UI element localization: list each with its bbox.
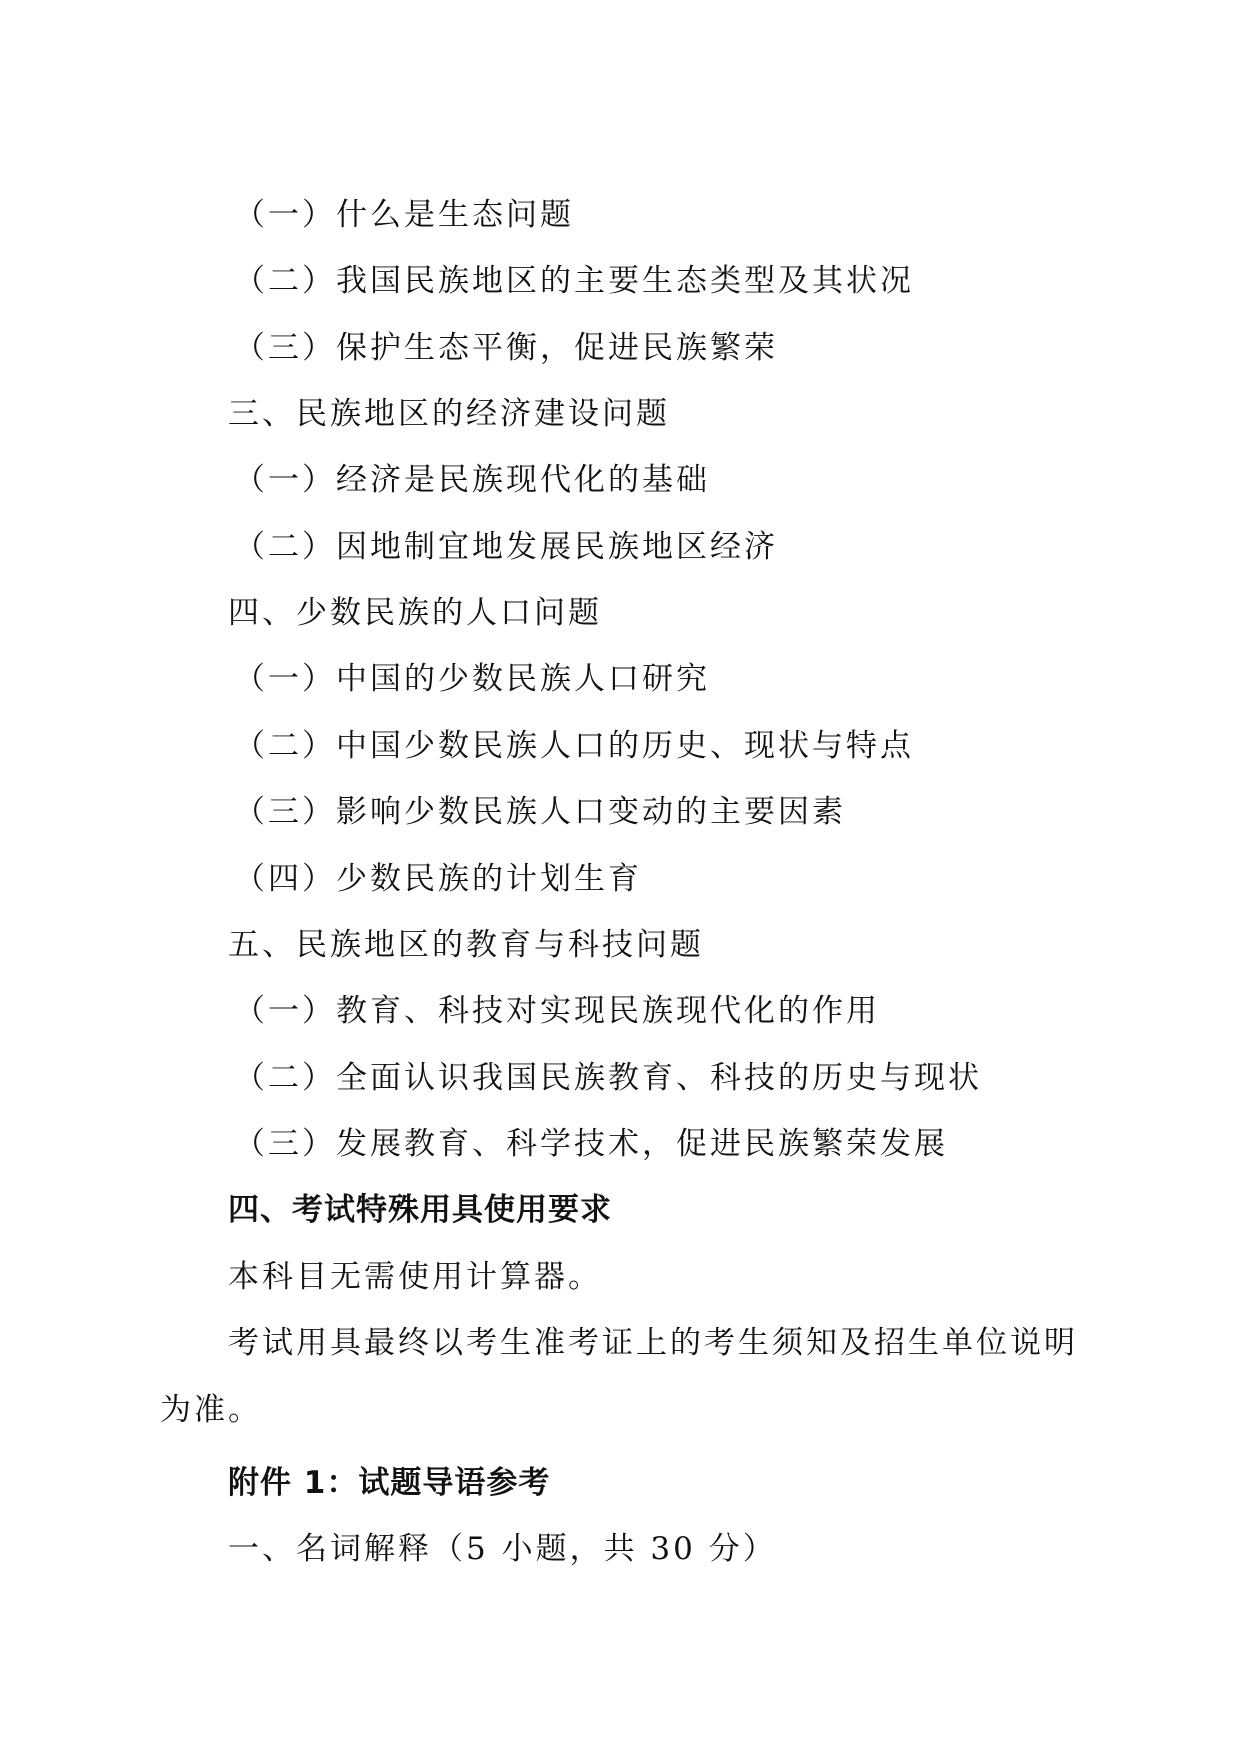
outline-item: （一）教育、科技对实现民族现代化的作用 bbox=[234, 993, 880, 1029]
outline-item: （二）因地制宜地发展民族地区经济 bbox=[234, 529, 778, 565]
outline-item: （一）中国的少数民族人口研究 bbox=[234, 661, 710, 697]
section-heading: 四、少数民族的人口问题 bbox=[228, 595, 602, 631]
section-heading: 五、民族地区的教育与科技问题 bbox=[228, 927, 704, 963]
outline-item: （三）影响少数民族人口变动的主要因素 bbox=[234, 794, 846, 830]
special-tools-heading: 四、考试特殊用具使用要求 bbox=[228, 1192, 612, 1228]
appendix-heading: 附件 1：试题导语参考 bbox=[228, 1465, 551, 1501]
final-note-line-1: 考试用具最终以考生准考证上的考生须知及招生单位说明 bbox=[228, 1325, 1078, 1361]
outline-item: （一）经济是民族现代化的基础 bbox=[234, 462, 710, 498]
outline-item: （二）中国少数民族人口的历史、现状与特点 bbox=[234, 728, 914, 764]
outline-item: （一）什么是生态问题 bbox=[234, 197, 574, 233]
outline-item: （三）保护生态平衡，促进民族繁荣 bbox=[234, 330, 778, 366]
outline-item: （三）发展教育、科学技术，促进民族繁荣发展 bbox=[234, 1126, 948, 1162]
outline-item: （二）我国民族地区的主要生态类型及其状况 bbox=[234, 263, 914, 299]
section-heading: 三、民族地区的经济建设问题 bbox=[228, 396, 670, 432]
question-type-heading: 一、名词解释（5 小题，共 30 分） bbox=[228, 1531, 777, 1567]
outline-item: （二）全面认识我国民族教育、科技的历史与现状 bbox=[234, 1060, 982, 1096]
final-note-line-2: 为准。 bbox=[160, 1392, 262, 1428]
calculator-note: 本科目无需使用计算器。 bbox=[228, 1259, 602, 1295]
outline-item: （四）少数民族的计划生育 bbox=[234, 861, 642, 897]
